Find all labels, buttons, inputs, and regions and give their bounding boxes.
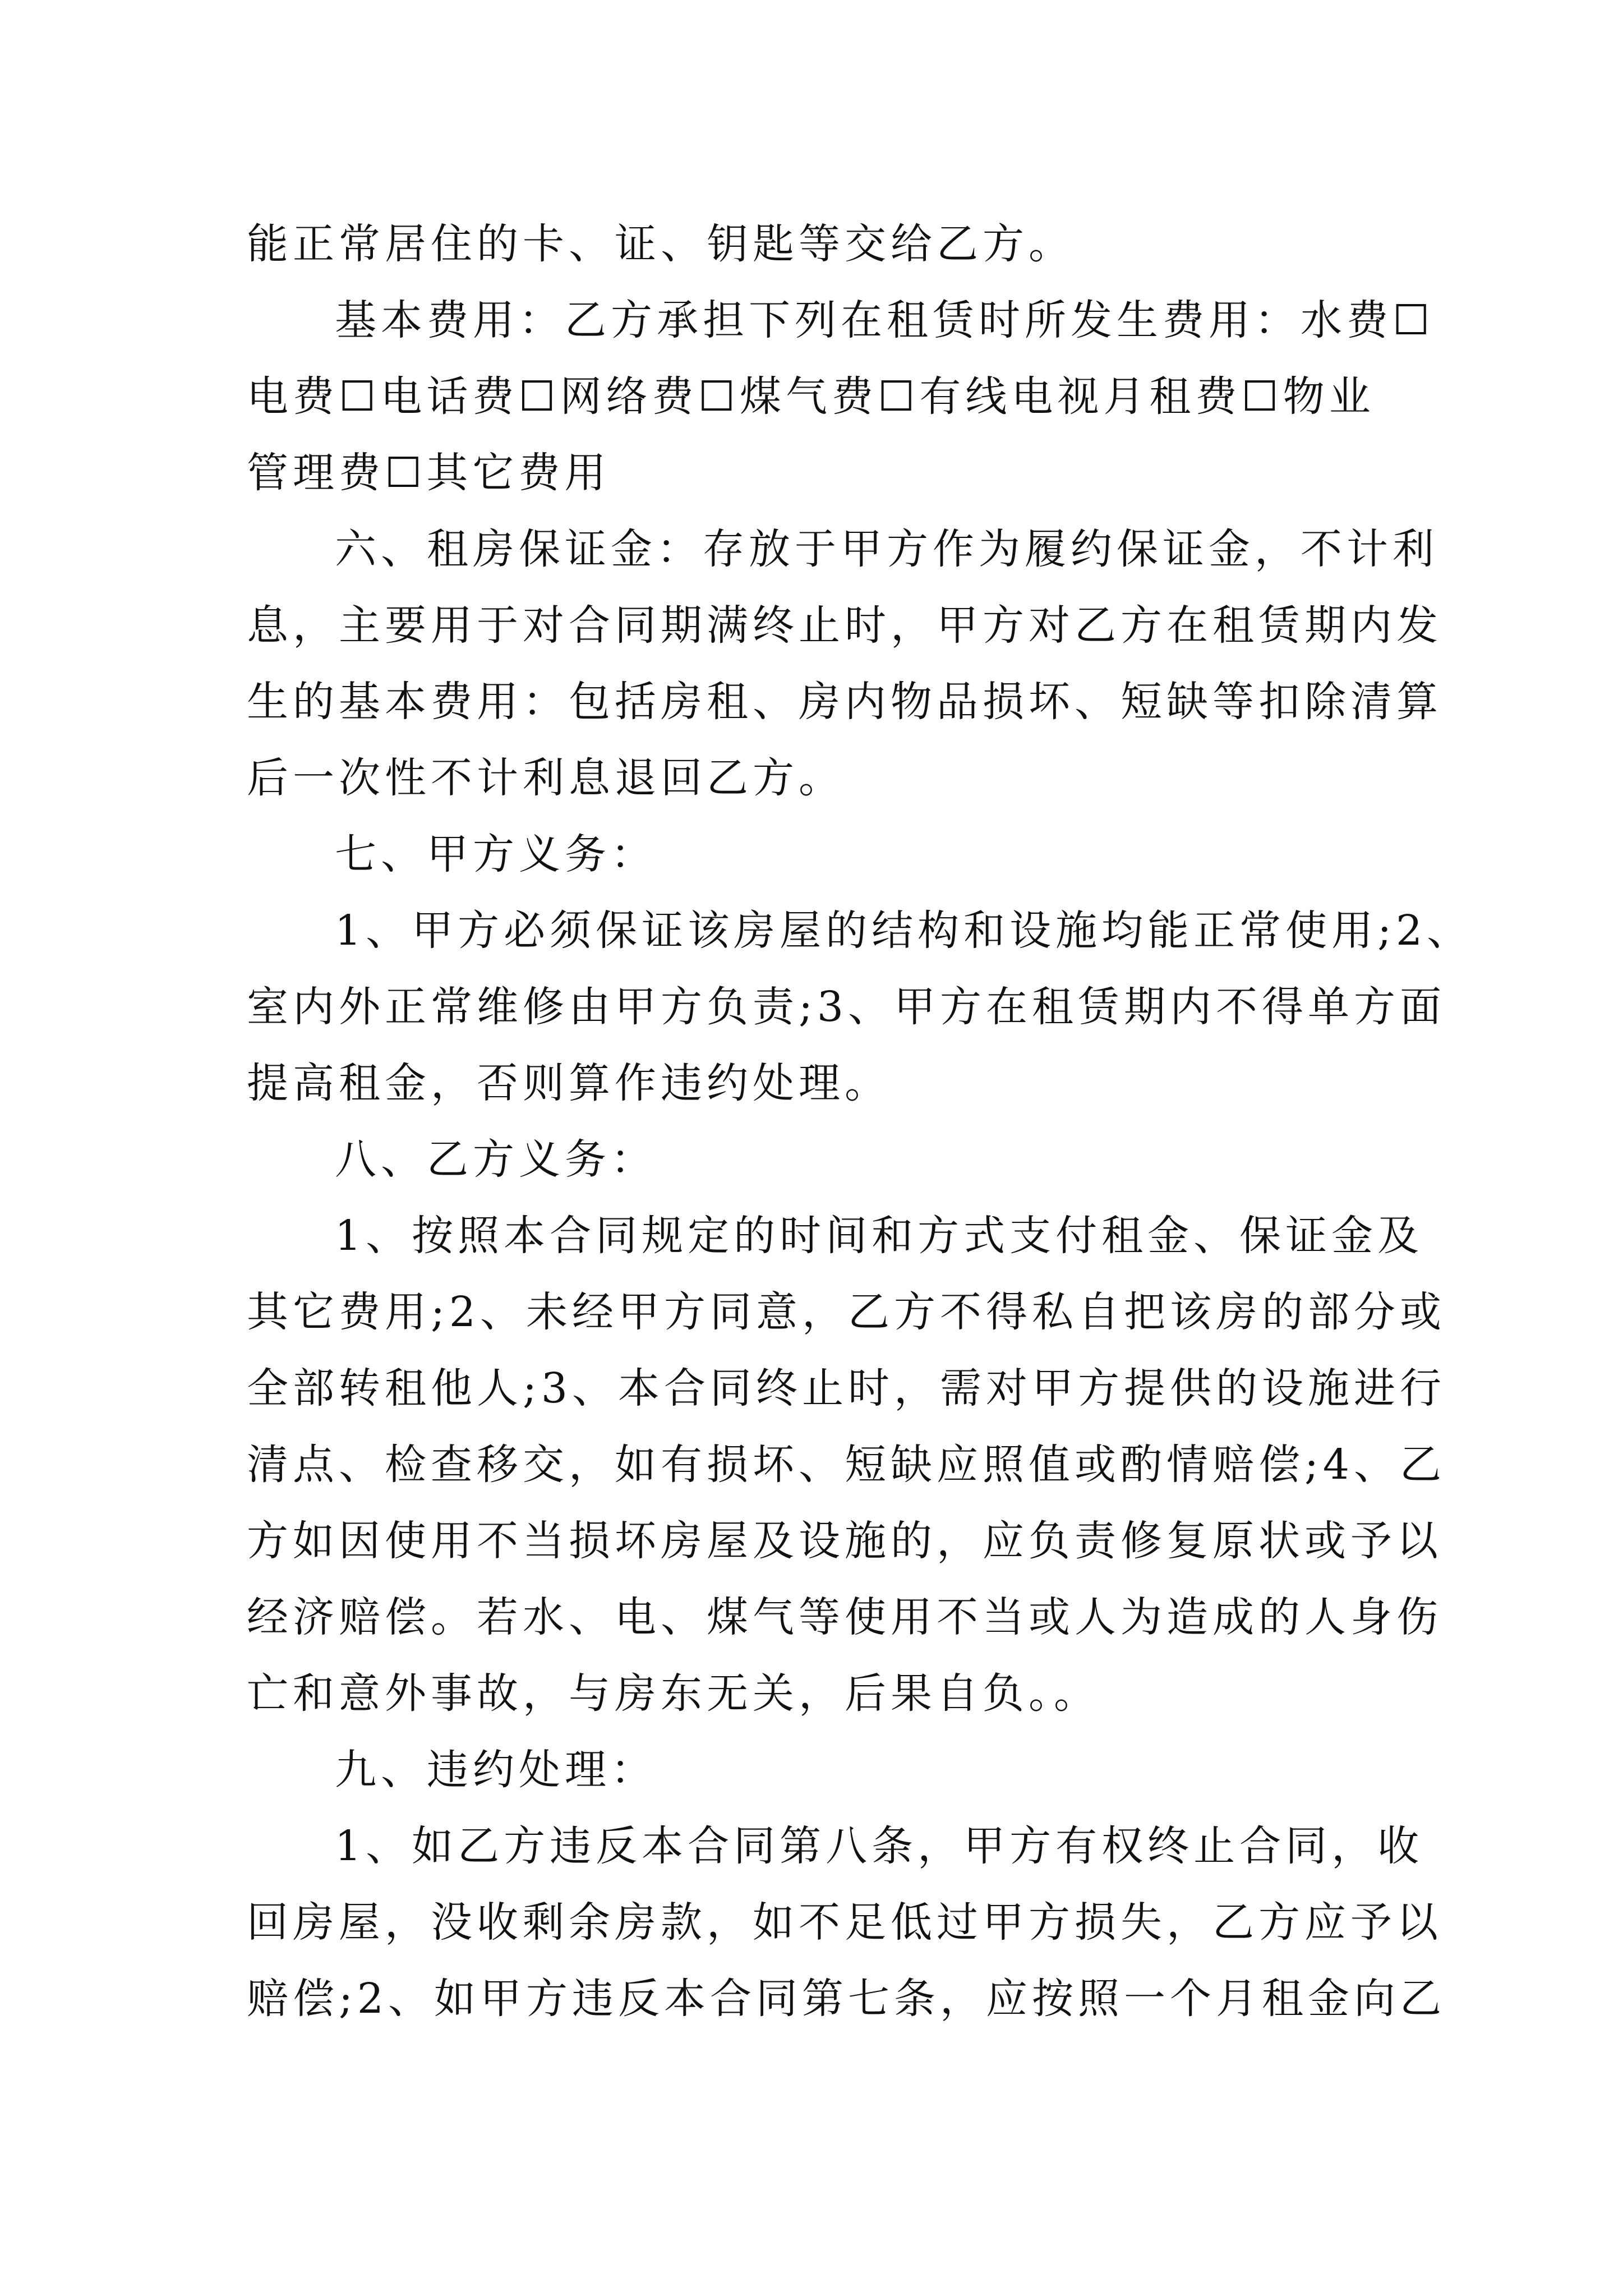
text-line-5: 六、租房保证金：存放于甲方作为履约保证金，不计利 [335,525,1438,573]
text-line-23: 回房屋，没收剩余房款，如不足低过甲方损失，乙方应予以 [247,1898,1442,1947]
text-line-9: 七、甲方义务： [335,830,657,878]
text-line-18: 方如因使用不当损坏房屋及设施的，应负责修复原状或予以 [247,1517,1442,1565]
text-line-22: 1、如乙方违反本合同第八条，甲方有权终止合同，收 [335,1822,1424,1870]
text-line-13: 八、乙方义务： [335,1135,657,1184]
text-line-3: 电费☐电话费☐网络费☐煤气费☐有线电视月租费☐物业 [247,372,1375,421]
text-line-7: 生的基本费用：包括房租、房内物品损坏、短缺等扣除清算 [247,678,1442,726]
text-line-6: 息，主要用于对合同期满终止时，甲方对乙方在租赁期内发 [247,601,1442,650]
text-line-20: 亡和意外事故，与房东无关，后果自负。。 [247,1669,1100,1718]
text-line-16: 全部转租他人;3、本合同终止时，需对甲方提供的设施进行 [247,1364,1446,1412]
text-line-15: 其它费用;2、未经甲方同意，乙方不得私自把该房的部分或 [247,1288,1446,1336]
text-line-24: 赔偿;2、如甲方违反本合同第七条，应按照一个月租金向乙 [247,1975,1446,2023]
text-line-14: 1、按照本合同规定的时间和方式支付租金、保证金及 [335,1212,1424,1260]
text-line-17: 清点、检查移交，如有损坏、短缺应照值或酌情赔偿;4、乙 [247,1441,1446,1489]
text-line-12: 提高租金，否则算作违约处理。 [247,1059,891,1107]
text-line-8: 后一次性不计利息退回乙方。 [247,754,845,802]
text-line-1: 能正常居住的卡、证、钥匙等交给乙方。 [247,220,1075,268]
text-line-2: 基本费用：乙方承担下列在租赁时所发生费用：水费☐ [335,296,1435,344]
text-line-4: 管理费☐其它费用 [247,449,611,497]
text-line-21: 九、违约处理： [335,1746,657,1794]
text-line-11: 室内外正常维修由甲方负责;3、甲方在租赁期内不得单方面 [247,983,1446,1031]
text-line-19: 经济赔偿。若水、电、煤气等使用不当或人为造成的人身伤 [247,1593,1442,1641]
text-line-10: 1、甲方必须保证该房屋的结构和设施均能正常使用;2、 [335,907,1473,955]
